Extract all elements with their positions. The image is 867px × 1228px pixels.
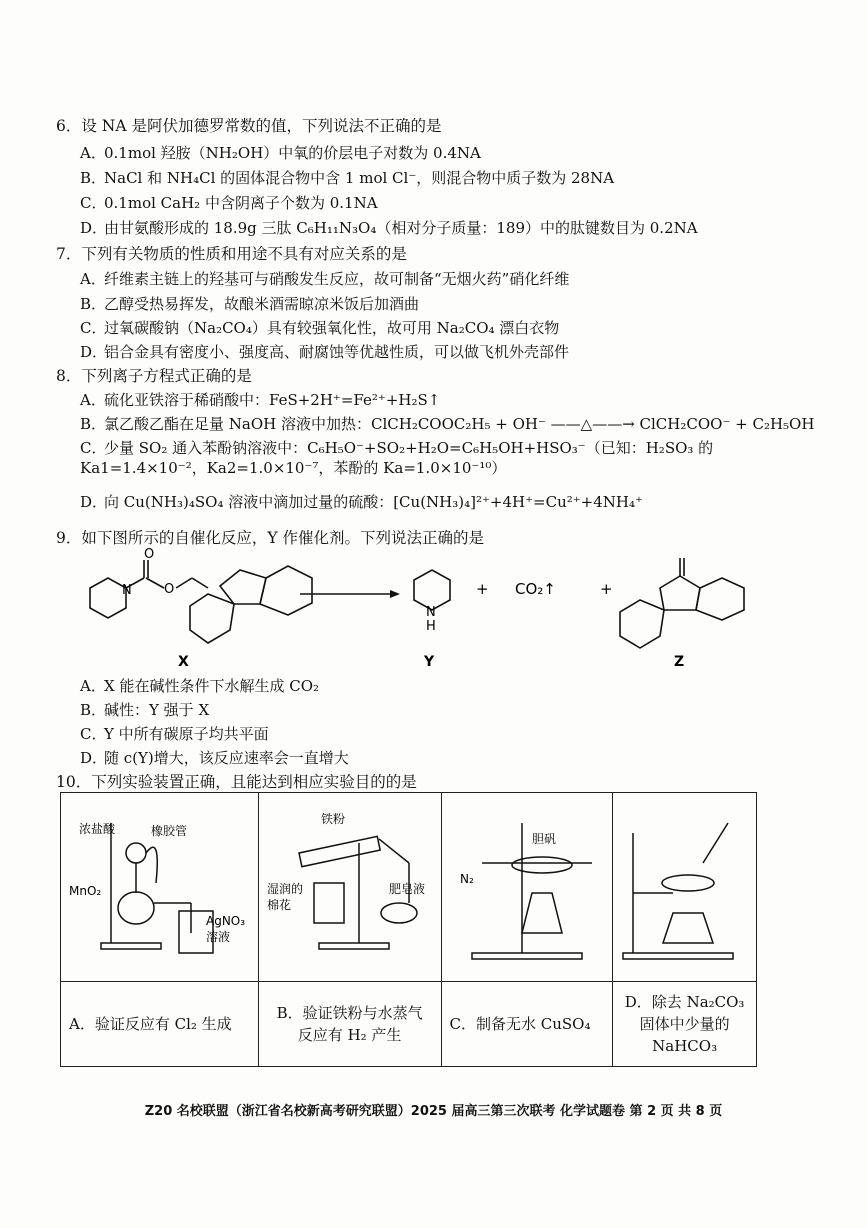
reaction-scheme [60,548,820,673]
q8-stem: 8．下列离子方程式正确的是 [56,367,252,385]
apparatus-table [60,792,757,1067]
svg-text:胆矾: 胆矾 [531,832,556,846]
q8-option-b: B．氯乙酸乙酯在足量 NaOH 溶液中加热：ClCH₂COOC₂H₅ + OH⁻ ——△——→ ClCH₂COO⁻ + C₂H₅OH [80,415,815,433]
q8-option-c: C．少量 SO₂ 通入苯酚钠溶液中：C₆H₅O⁻+SO₂+H₂O=C₆H₅OH+HSO₃⁻（已知：H₂SO₃ 的 Ka1=1.4×10⁻²，Ka2=1.0×10⁻⁷，苯酚的 Ka=1.0×10⁻¹⁰） [80,439,714,477]
svg-text:CO₂↑: CO₂↑ [515,580,556,598]
apparatus-b [258,793,441,982]
reaction-arrow-head [390,590,400,598]
q9-option-d: D．随 c(Y)增大，该反应速率会一直增大 [80,749,349,767]
q9-option-c: C．Y 中所有碳原子均共平面 [80,725,269,743]
svg-text:N₂: N₂ [459,872,474,886]
q6-stem: 6．设 NA 是阿伏加德罗常数的值，下列说法不正确的是 [56,117,442,135]
q8-option-a: A．硫化亚铁溶于稀硝酸中：FeS+2H⁺=Fe²⁺+H₂S↑ [80,391,441,409]
q7-option-c: C．过氧碳酸钠（Na₂CO₄）具有较强氧化性，故可用 Na₂CO₄ 漂白衣物 [80,319,560,337]
q9-stem: 9．如下图所示的自催化反应，Y 作催化剂。下列说法正确的是 [56,529,485,547]
q6-option-a: A．0.1mol 羟胺（NH₂OH）中氧的价层电子对数为 0.4NA [80,144,481,162]
svg-text:MnO₂: MnO₂ [69,884,102,898]
svg-text:O: O [164,582,175,597]
svg-text:湿润的: 湿润的 [266,882,303,896]
x-fluorene-core [220,570,266,604]
caption-b: B．验证铁粉与水蒸气 反应有 H₂ 产生 [258,982,441,1067]
svg-text:+: + [476,580,489,598]
q8-option-d: D．向 Cu(NH₃)₄SO₄ 溶液中滴加过量的硫酸：[Cu(NH₃)₄]²⁺+4H⁺=Cu²⁺+4NH₄⁺ [80,493,643,511]
caption-c: C．制备无水 CuSO₄ [441,982,613,1067]
q7-option-b: B．乙醇受热易挥发，故酿米酒需晾凉米饭后加酒曲 [80,295,420,313]
page-footer: Z20 名校联盟（浙江省名校新高考研究联盟）2025 届高三第三次联考 化学试题卷 第 2 页 共 8 页 [144,1104,723,1119]
q9-option-a: A．X 能在碱性条件下水解生成 CO₂ [80,677,320,695]
svg-text:N: N [122,583,132,598]
apparatus-a [61,793,259,982]
q9-option-b: B．碱性：Y 强于 X [80,701,210,719]
q6-option-c: C．0.1mol CaH₂ 中含阴离子个数为 0.1NA [80,194,378,212]
q6-option-d: D．由甘氨酸形成的 18.9g 三肽 C₆H₁₁N₃O₄（相对分子质量：189）中的肽键数目为 0.2NA [80,219,698,237]
svg-text:Z: Z [674,654,685,670]
q6-option-b: B．NaCl 和 NH₄Cl 的固体混合物中含 1 mol Cl⁻，则混合物中质子数为 28NA [80,169,615,187]
q10-stem: 10．下列实验装置正确，且能达到相应实验目的的是 [56,773,417,791]
apparatus-c [441,793,613,982]
svg-text:溶液: 溶液 [206,930,231,944]
apparatus-d [613,793,757,982]
svg-text:橡胶管: 橡胶管 [151,824,188,838]
svg-text:N: N [426,605,436,620]
q7-option-a: A．纤维素主链上的羟基可与硝酸发生反应，故可制备“无烟火药”硝化纤维 [80,270,570,288]
z-fluorene-core [660,576,700,610]
svg-text:H: H [426,619,436,634]
svg-text:铁粉: 铁粉 [320,812,345,826]
caption-a: A．验证反应有 Cl₂ 生成 [61,982,259,1067]
svg-text:肥皂液: 肥皂液 [388,882,425,896]
q7-stem: 7．下列有关物质的性质和用途不具有对应关系的是 [56,245,407,263]
svg-text:棉花: 棉花 [266,898,291,912]
caption-d: D．除去 Na₂CO₃ 固体中少量的 NaHCO₃ [613,982,757,1067]
svg-text:+: + [600,580,613,598]
svg-text:浓盐酸: 浓盐酸 [79,822,116,836]
svg-text:X: X [178,654,189,670]
svg-text:AgNO₃: AgNO₃ [206,914,246,928]
y-piperidine-ring [414,570,450,610]
svg-text:Y: Y [424,654,435,670]
x-piperidine-ring [90,578,126,618]
q7-option-d: D．铝合金具有密度小、强度高、耐腐蚀等优越性质，可以做飞机外壳部件 [80,343,570,361]
svg-text:O: O [144,548,155,562]
